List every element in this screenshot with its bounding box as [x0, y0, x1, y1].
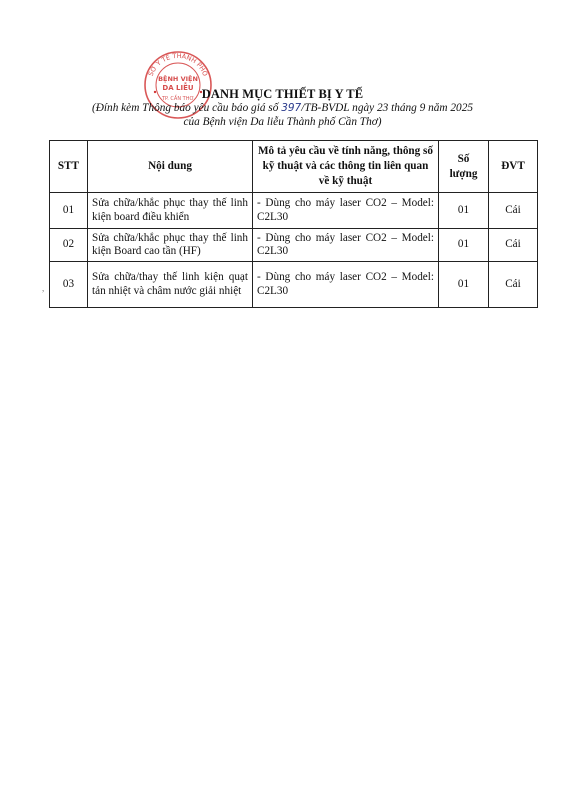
table-row	[50, 193, 538, 229]
cell-quantity: 01	[439, 193, 489, 229]
margin-mark: ,	[42, 283, 45, 293]
svg-text:TP. CẦN THƠ: TP. CẦN THƠ	[161, 96, 195, 102]
cell-content: Sửa chữa/khắc phục thay thế linh kiện board điều khiển	[88, 193, 253, 229]
cell-description: - Dùng cho máy laser CO2 – Model: C2L30	[253, 262, 439, 308]
cell-quantity: 01	[439, 262, 489, 308]
header-unit: ĐVT	[489, 141, 538, 193]
subtitle-issuer: của Bệnh viện Da liễu Thành phố Cần Thơ)	[183, 116, 382, 128]
svg-text:DA LIỄU: DA LIỄU	[162, 84, 194, 92]
document-subtitle	[40, 101, 525, 129]
svg-text:SỞ Y TẾ THÀNH PHỐ: SỞ Y TẾ THÀNH PHỐ	[146, 51, 210, 78]
svg-text:BỆNH VIỆN: BỆNH VIỆN	[158, 75, 198, 83]
cell-description: - Dùng cho máy laser CO2 – Model: C2L30	[253, 229, 439, 262]
cell-unit: Cái	[489, 229, 538, 262]
cell-unit: Cái	[489, 262, 538, 308]
table-row	[50, 262, 538, 308]
header-content: Nội dung	[88, 141, 253, 193]
header-quantity: Số lượng	[439, 141, 489, 193]
subtitle-prefix: (Đính kèm Thông báo yêu cầu báo giá số	[91, 102, 282, 114]
document-title: DANH MỤC THIẾT BỊ Y TẾ	[201, 87, 364, 101]
cell-description: - Dùng cho máy laser CO2 – Model: C2L30	[253, 193, 439, 229]
header-stt: STT	[50, 141, 88, 193]
cell-stt: 02	[50, 229, 88, 262]
subtitle-date: /TB-BVDL ngày 23 tháng 9 năm 2025	[301, 102, 473, 114]
header-description: Mô tả yêu cầu về tính năng, thông số kỹ thuật và các thông tin liên quan về kỹ thuật	[253, 141, 439, 193]
cell-content: Sửa chữa/khắc phục thay thế linh kiện Board cao tần (HF)	[88, 229, 253, 262]
cell-unit: Cái	[489, 193, 538, 229]
cell-stt: 03	[50, 262, 88, 308]
cell-stt: 01	[50, 193, 88, 229]
table-row	[50, 229, 538, 262]
cell-content: Sửa chữa/thay thế linh kiện quạt tản nhiệt và châm nước giải nhiệt	[88, 262, 253, 308]
table-header-row	[50, 141, 538, 193]
equipment-table	[49, 140, 538, 308]
document-number-handwritten: 397	[281, 102, 302, 114]
cell-quantity: 01	[439, 229, 489, 262]
